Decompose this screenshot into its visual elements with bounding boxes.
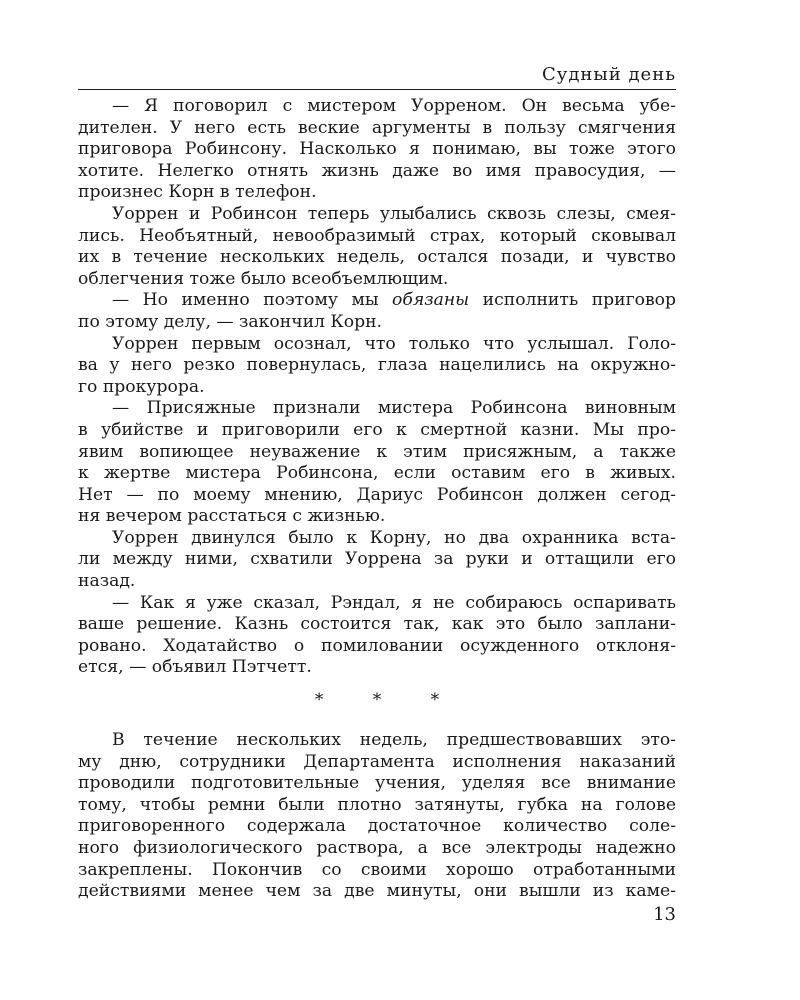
text-segment: исполнить приговор	[482, 290, 677, 311]
text-line: лись. Необъятный, невообразимый страх, который сковывал	[78, 225, 676, 246]
text-line: приговоренного содержала достаточное количество соле-	[78, 816, 676, 837]
text-line: облегчения тоже было всеобъемлющим.	[78, 268, 449, 289]
text-line: закреплены. Покончив со своими хорошо отработанными	[78, 859, 676, 880]
text-line: — Присяжные признали мистера Робинсона виновным	[112, 398, 676, 419]
text-line: по этому делу, — закончил Корн.	[78, 311, 382, 332]
text-line: В течение нескольких недель, предшествовавших это-	[112, 730, 676, 750]
text-line: ли между ними, схватили Уоррена за руки и оттащили его	[78, 549, 676, 570]
text-line: — Я поговорил с мистером Уорреном. Он весьма убе-	[112, 96, 676, 116]
text-line: ня вечером расстаться с жизнью.	[78, 506, 386, 527]
text-line: му дню, сотрудники Департамента исполнения наказаний	[78, 751, 676, 772]
text-line: в убийстве и приговорили его к смертной казни. Мы про-	[78, 419, 676, 440]
text-block-1	[78, 96, 676, 679]
text-line: назад.	[78, 571, 136, 592]
text-line: их в течение нескольких недель, остался позади, и чувство	[78, 247, 676, 268]
text-line: произнес Корн в телефон.	[78, 182, 317, 203]
emphasized-word: обязаны	[392, 290, 470, 311]
text-line: приговора Робинсону. Насколько я понимаю, вы тоже этого	[78, 139, 676, 160]
text-line: Уоррен и Робинсон теперь улыбались сквозь слезы, смея-	[112, 203, 676, 224]
text-line: ва у него резко повернулась, глаза нацелились на окружно-	[78, 355, 676, 376]
page-number: 13	[653, 904, 676, 925]
text-line: — Как я уже сказал, Рэндал, я не собираюсь оспаривать	[112, 592, 676, 613]
text-line: ровано. Ходатайство о помиловании осужденного отклоня-	[78, 635, 676, 656]
header-rule	[78, 89, 676, 90]
running-title: Судный день	[541, 64, 676, 85]
text-line: го прокурора.	[78, 376, 205, 397]
text-line: Уоррен двинулся было к Корну, но два охранника вста-	[112, 527, 676, 548]
text-line-with-emphasis	[78, 290, 676, 312]
text-line: тому, чтобы ремни были плотно затянуты, губка на голове	[78, 794, 676, 815]
text-block-2	[78, 730, 676, 903]
text-line: Уоррен первым осознал, что только что услышал. Голо-	[112, 333, 676, 354]
text-line: к жертве мистера Робинсона, если оставим его в живых.	[78, 463, 676, 484]
text-line: ется, — объявил Пэтчетт.	[78, 657, 312, 678]
text-line: хотите. Нелегко отнять жизнь даже во имя правосудия, —	[78, 160, 676, 181]
section-separator: * * *	[314, 690, 462, 710]
text-line: проводили подготовительные учения, уделяя все внимание	[78, 773, 676, 794]
text-line: действиями менее чем за две минуты, они вышли из каме-	[78, 881, 676, 902]
text-line: ваше решение. Казнь состоится так, как это было заплани-	[78, 614, 676, 635]
text-segment: — Но именно поэтому мы	[112, 290, 379, 311]
text-line: явим вопиющее неуважение к этим присяжным, а также	[78, 441, 676, 462]
text-line: ного физиологического раствора, а все электроды надежно	[78, 837, 676, 858]
text-line: дителен. У него есть веские аргументы в пользу смягчения	[78, 117, 676, 138]
text-line: Нет — по моему мнению, Дариус Робинсон должен сегод-	[78, 484, 676, 505]
